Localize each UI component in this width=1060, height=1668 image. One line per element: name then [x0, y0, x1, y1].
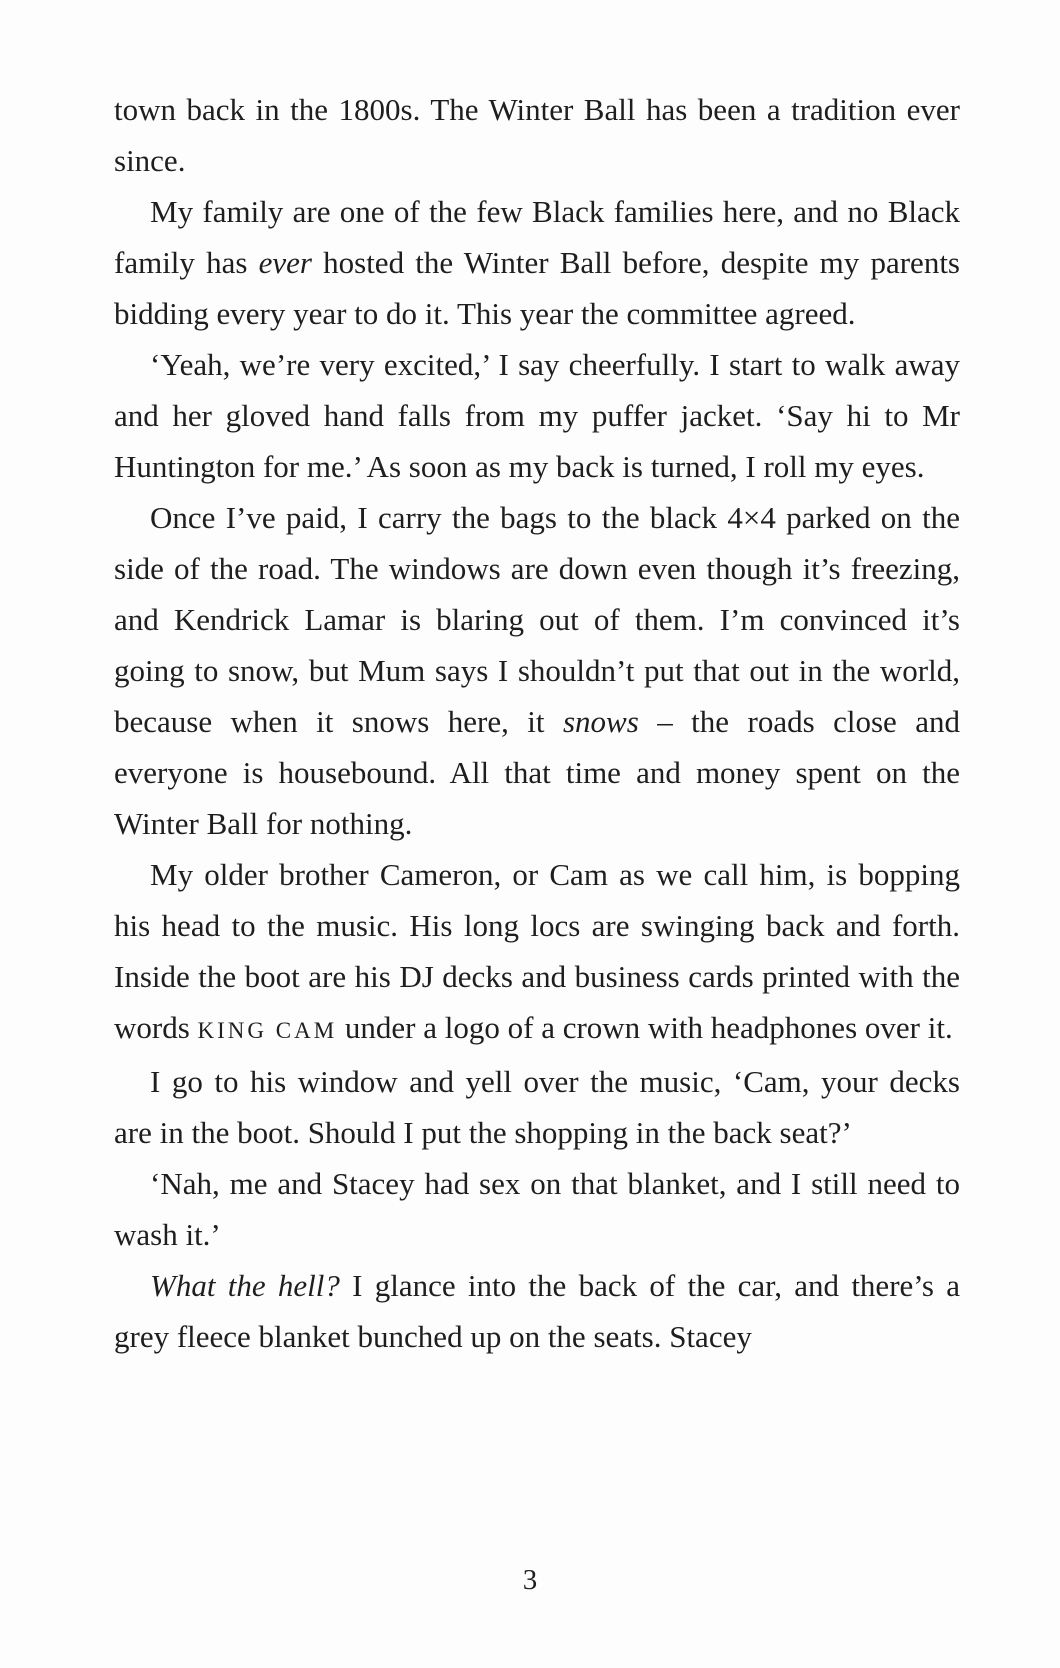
- text-segment: Once I’ve paid, I carry the bags to the black 4×4 parked on the side of the road. The windows are down even though it’s freezing, and Kendrick Lamar is blaring out of them. I’m convinced it’s going to snow, but Mum says I shouldn’t put that out in the world, because when it snows here, it: [114, 500, 960, 739]
- text-segment: hosted the Winter Ball before, despite my parents bidding every year to do it. This year the committee agreed.: [114, 245, 960, 331]
- italic-text: ever: [258, 245, 312, 280]
- text-segment: – the roads close and everyone is housebound. All that time and money spent on the Winter Ball for nothing.: [114, 704, 960, 841]
- paragraph: [114, 186, 960, 339]
- paragraph: [114, 1260, 960, 1362]
- paragraph: [114, 492, 960, 849]
- paragraph: [114, 84, 960, 186]
- paragraph: [114, 1158, 960, 1260]
- page-number: 3: [522, 1564, 538, 1596]
- text-segment: My family are one of the few Black families here, and no Black family has: [114, 194, 960, 280]
- text-segment: My older brother Cameron, or Cam as we call him, is bopping his head to the music. His long locs are swinging back and forth. Inside the boot are his DJ decks and business cards printed with the words: [114, 857, 960, 1045]
- text-segment: town back in the 1800s. The Winter Ball has been a tradition ever since.: [114, 92, 960, 178]
- paragraph: [114, 1056, 960, 1158]
- text-segment: ‘Nah, me and Stacey had sex on that blanket, and I still need to wash it.’: [114, 1166, 960, 1252]
- italic-text: What the hell?: [150, 1268, 340, 1303]
- text-segment: ‘Yeah, we’re very excited,’ I say cheerfully. I start to walk away and her gloved hand falls from my puffer jacket. ‘Say hi to Mr Huntington for me.’ As soon as my back is turned, I roll my eyes.: [114, 347, 960, 484]
- italic-text: snows: [562, 704, 639, 739]
- text-segment: I go to his window and yell over the music, ‘Cam, your decks are in the boot. Should I put the shopping in the back seat?’: [114, 1064, 960, 1150]
- paragraph: [114, 849, 960, 1056]
- small-caps-text: KING CAM: [197, 1018, 338, 1043]
- text-segment: under a logo of a crown with headphones over it.: [337, 1010, 953, 1045]
- body-text: [114, 84, 960, 1362]
- text-segment: I glance into the back of the car, and there’s a grey fleece blanket bunched up on the seats. Stacey: [114, 1268, 960, 1354]
- paragraph: [114, 339, 960, 492]
